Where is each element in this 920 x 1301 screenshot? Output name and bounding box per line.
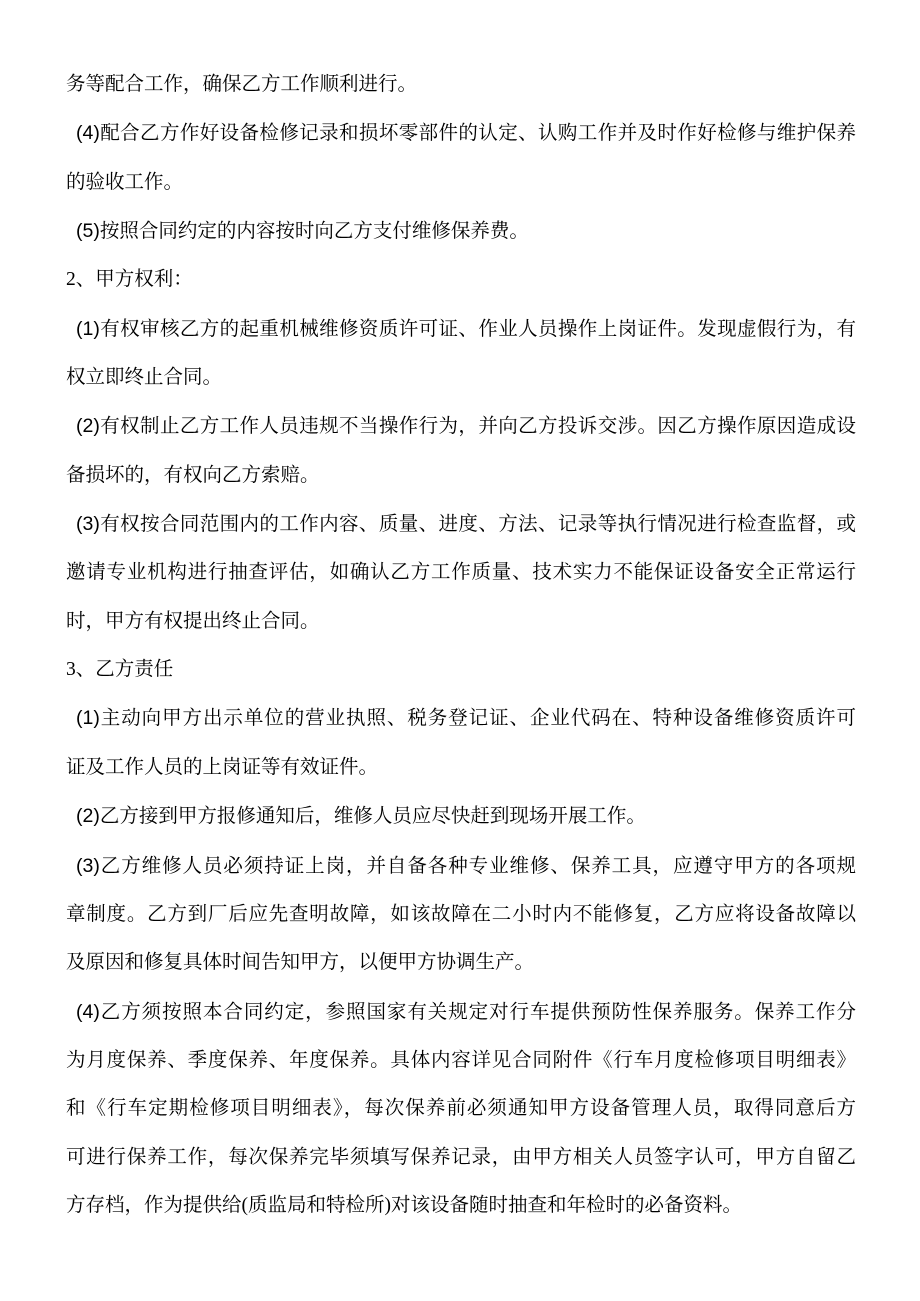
clause-number: (5) (76, 220, 100, 243)
clause-first-line (66, 792, 856, 841)
clause-item (66, 305, 856, 403)
clause-line: 和《行车定期检修项目明细表》，每次保养前必须通知甲方设备管理人员，取得同意后方 (66, 1098, 856, 1120)
clause-item (66, 842, 856, 988)
clause-text: 乙方接到甲方报修通知后，维修人员应尽快赶到现场开展工作。 (99, 806, 646, 828)
section-party-b-duties (66, 646, 856, 1230)
clause-number: (2) (76, 805, 100, 828)
continued-text-line: 务等配合工作，确保乙方工作顺利进行。 (66, 74, 418, 95)
clause-line: 可进行保养工作，每次保养完毕须填写保养记录，由甲方相关人员签字认可，甲方自留乙 (66, 1146, 856, 1168)
document-page (66, 61, 856, 1230)
clause-first-line (66, 694, 856, 743)
clause-first-line (66, 402, 856, 451)
clause-text: 配合乙方作好设备检修记录和损坏零部件的认定、认购工作并及时作好检修与维护保养 (99, 123, 856, 145)
clause-text: 按照合同约定的内容按时向乙方支付维修保养费。 (99, 221, 529, 243)
clause-line: 及原因和修复具体时间告知甲方，以便甲方协调生产。 (66, 952, 535, 974)
clause-line: 方存档，作为提供给(质监局和特检所)对该设备随时抽查和年检时的必备资料。 (66, 1194, 742, 1216)
clause-number: (4) (76, 122, 100, 145)
clause-line: 为月度保养、季度保养、年度保养。具体内容详见合同附件《行车月度检修项目明细表》 (66, 1049, 856, 1071)
clause-line: 的验收工作。 (66, 171, 184, 193)
clause-text: 有权制止乙方工作人员违规不当操作行为，并向乙方投诉交涉。因乙方操作原因造成设 (99, 416, 856, 438)
clause-item (66, 109, 856, 207)
clause-number: (1) (76, 317, 100, 340)
clause-number: (2) (76, 415, 100, 438)
section-party-a-obligations-tail (66, 61, 856, 256)
clause-line: 时，甲方有权提出终止合同。 (66, 610, 320, 632)
clause-item (66, 694, 856, 792)
clause-line: 章制度。乙方到厂后应先查明故障，如该故障在二小时内不能修复，乙方应将设备故障以 (66, 903, 856, 925)
clause-first-line (66, 109, 856, 158)
section-party-a-rights (66, 256, 856, 646)
section-heading: 3、乙方责任 (66, 659, 174, 681)
clause-text: 有权按合同范围内的工作内容、质量、进度、方法、记录等执行情况进行检查监督，或 (99, 514, 856, 536)
clause-item (66, 792, 856, 841)
clause-line: 备损坏的，有权向乙方索赔。 (66, 464, 320, 486)
clause-number: (3) (76, 513, 100, 536)
clause-text: 乙方维修人员必须持证上岗，并自备各种专业维修、保养工具，应遵守甲方的各项规 (99, 855, 856, 877)
clause-line: 权立即终止合同。 (66, 367, 223, 389)
clause-item (66, 500, 856, 646)
clause-item (66, 988, 856, 1231)
clause-item (66, 207, 856, 256)
clause-first-line (66, 842, 856, 891)
clause-first-line (66, 988, 856, 1037)
clause-first-line (66, 305, 856, 354)
clause-first-line (66, 207, 856, 256)
section-heading: 2、甲方权利： (66, 269, 193, 291)
clause-number: (1) (76, 707, 100, 730)
clause-item (66, 402, 856, 500)
clause-first-line (66, 500, 856, 549)
clause-line: 邀请专业机构进行抽查评估，如确认乙方工作质量、技术实力不能保证设备安全正常运行 (66, 562, 856, 584)
clause-text: 乙方须按照本合同约定，参照国家有关规定对行车提供预防性保养服务。保养工作分 (99, 1001, 856, 1023)
clause-text: 有权审核乙方的起重机械维修资质许可证、作业人员操作上岗证件。发现虚假行为，有 (99, 318, 856, 340)
clause-number: (4) (76, 1000, 100, 1023)
clause-line: 证及工作人员的上岗证等有效证件。 (66, 756, 379, 778)
clause-number: (3) (76, 854, 100, 877)
clause-text: 主动向甲方出示单位的营业执照、税务登记证、企业代码在、特种设备维修资质许可 (99, 708, 856, 730)
